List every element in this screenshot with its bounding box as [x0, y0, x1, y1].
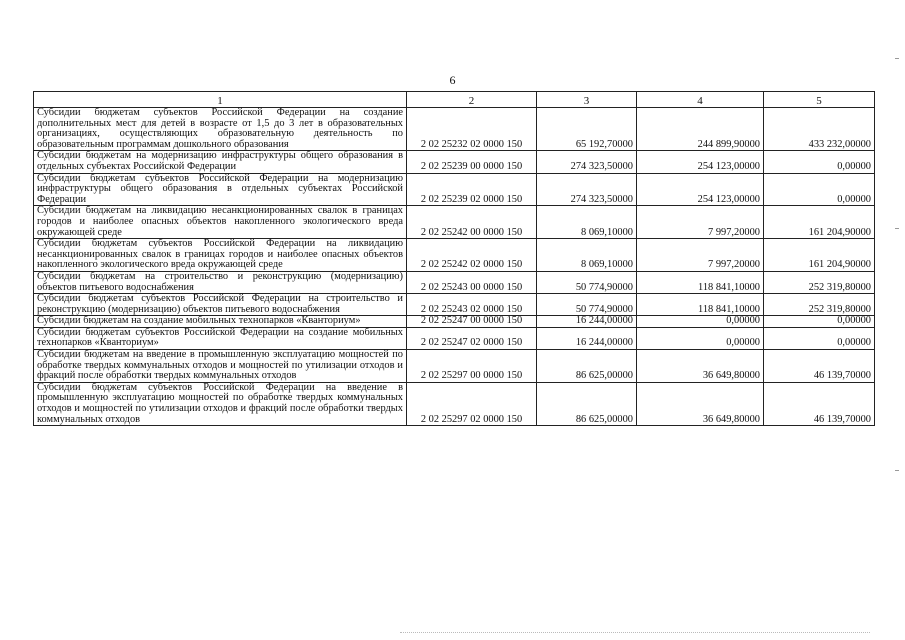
row-value-col4: 36 649,80000 — [637, 382, 764, 425]
row-description: Субсидии бюджетам субъектов Российской Федерации на модернизацию инфраструктуры общего образования в отдельных субъектах Российской Федерации — [34, 173, 407, 206]
row-code: 2 02 25297 02 0000 150 — [407, 382, 537, 425]
row-value-col3: 50 774,90000 — [537, 294, 637, 316]
row-code: 2 02 25247 02 0000 150 — [407, 327, 537, 349]
row-value-col3: 274 323,50000 — [537, 151, 637, 173]
table-row — [34, 350, 875, 383]
row-description: Субсидии бюджетам на строительство и реконструкцию (модернизацию) объектов питьевого водоснабжения — [34, 271, 407, 293]
row-value-col5: 161 204,90000 — [764, 239, 875, 272]
row-description: Субсидии бюджетам субъектов Российской Федерации на создание мобильных технопарков «Кванториум» — [34, 327, 407, 349]
header-col-5: 5 — [764, 92, 875, 108]
row-description: Субсидии бюджетам субъектов Российской Федерации на ликвидацию несанкционированных свалок в границах городов и наиболее опасных объектов накопленного экологического вреда окружающей среде — [34, 239, 407, 272]
row-value-col5: 46 139,70000 — [764, 382, 875, 425]
row-code: 2 02 25239 00 0000 150 — [407, 151, 537, 173]
table-row — [34, 173, 875, 206]
header-row — [34, 92, 875, 108]
row-value-col3: 274 323,50000 — [537, 173, 637, 206]
row-code: 2 02 25297 00 0000 150 — [407, 350, 537, 383]
row-value-col3: 86 625,00000 — [537, 382, 637, 425]
row-description: Субсидии бюджетам на модернизацию инфраструктуры общего образования в отдельных субъектах Российской Федерации — [34, 151, 407, 173]
row-value-col5: 0,00000 — [764, 173, 875, 206]
row-description: Субсидии бюджетам на введение в промышленную эксплуатацию мощностей по обработке твердых коммунальных отходов и мощностей по утилизации отходов и фракций после обработки твердых коммунальных отходов — [34, 350, 407, 383]
row-description: Субсидии бюджетам субъектов Российской Федерации на создание дополнительных мест для детей в возрасте от 1,5 до 3 лет в образовательных организациях, осуществляющих образовательную деятельность по образовательным программам дошкольного образования — [34, 108, 407, 151]
row-description: Субсидии бюджетам субъектов Российской Федерации на введение в промышленную эксплуатацию мощностей по обработке твердых коммунальных отходов и мощностей по утилизации отходов и фракций после обработки твердых коммунальных отходов — [34, 382, 407, 425]
row-value-col4: 254 123,00000 — [637, 173, 764, 206]
row-value-col4: 118 841,10000 — [637, 294, 764, 316]
budget-table — [33, 91, 875, 426]
table-row — [34, 151, 875, 173]
row-value-col5: 46 139,70000 — [764, 350, 875, 383]
row-value-col3: 86 625,00000 — [537, 350, 637, 383]
row-value-col5: 252 319,80000 — [764, 294, 875, 316]
row-value-col3: 16 244,00000 — [537, 327, 637, 349]
row-value-col4: 7 997,20000 — [637, 206, 764, 239]
row-value-col4: 244 899,90000 — [637, 108, 764, 151]
header-col-3: 3 — [537, 92, 637, 108]
row-value-col5: 0,00000 — [764, 151, 875, 173]
scan-edge-mark — [895, 58, 899, 59]
row-code: 2 02 25242 02 0000 150 — [407, 239, 537, 272]
row-value-col3: 65 192,70000 — [537, 108, 637, 151]
row-code: 2 02 25247 00 0000 150 — [407, 316, 537, 328]
row-code: 2 02 25232 02 0000 150 — [407, 108, 537, 151]
row-value-col4: 0,00000 — [637, 316, 764, 328]
row-value-col5: 161 204,90000 — [764, 206, 875, 239]
scan-artifact-line — [400, 632, 870, 633]
row-value-col3: 16 244,00000 — [537, 316, 637, 328]
scan-edge-mark — [895, 228, 899, 229]
row-code: 2 02 25239 02 0000 150 — [407, 173, 537, 206]
row-value-col4: 254 123,00000 — [637, 151, 764, 173]
table-row — [34, 382, 875, 425]
table-row — [34, 271, 875, 293]
table-body — [34, 108, 875, 426]
row-value-col4: 7 997,20000 — [637, 239, 764, 272]
page-number: 6 — [449, 73, 456, 87]
scan-edge-mark — [895, 470, 899, 471]
row-description: Субсидии бюджетам субъектов Российской Федерации на строительство и реконструкцию (модернизацию) объектов питьевого водоснабжения — [34, 294, 407, 316]
row-description: Субсидии бюджетам на ликвидацию несанкционированных свалок в границах городов и наиболее опасных объектов накопленного экологического вреда окружающей среде — [34, 206, 407, 239]
row-code: 2 02 25243 02 0000 150 — [407, 294, 537, 316]
row-value-col4: 36 649,80000 — [637, 350, 764, 383]
table-row — [34, 206, 875, 239]
header-col-2: 2 — [407, 92, 537, 108]
header-col-4: 4 — [637, 92, 764, 108]
row-value-col5: 0,00000 — [764, 327, 875, 349]
row-value-col3: 8 069,10000 — [537, 239, 637, 272]
row-code: 2 02 25243 00 0000 150 — [407, 271, 537, 293]
row-value-col3: 8 069,10000 — [537, 206, 637, 239]
header-col-1: 1 — [34, 92, 407, 108]
row-value-col5: 0,00000 — [764, 316, 875, 328]
table-row — [34, 327, 875, 349]
row-description: Субсидии бюджетам на создание мобильных технопарков «Кванториум» — [34, 316, 407, 328]
row-value-col3: 50 774,90000 — [537, 271, 637, 293]
row-value-col4: 0,00000 — [637, 327, 764, 349]
row-value-col5: 433 232,00000 — [764, 108, 875, 151]
table-header — [34, 92, 875, 108]
table-row — [34, 294, 875, 316]
row-code: 2 02 25242 00 0000 150 — [407, 206, 537, 239]
row-value-col5: 252 319,80000 — [764, 271, 875, 293]
table-row — [34, 316, 875, 328]
table-row — [34, 239, 875, 272]
row-value-col4: 118 841,10000 — [637, 271, 764, 293]
table-row — [34, 108, 875, 151]
